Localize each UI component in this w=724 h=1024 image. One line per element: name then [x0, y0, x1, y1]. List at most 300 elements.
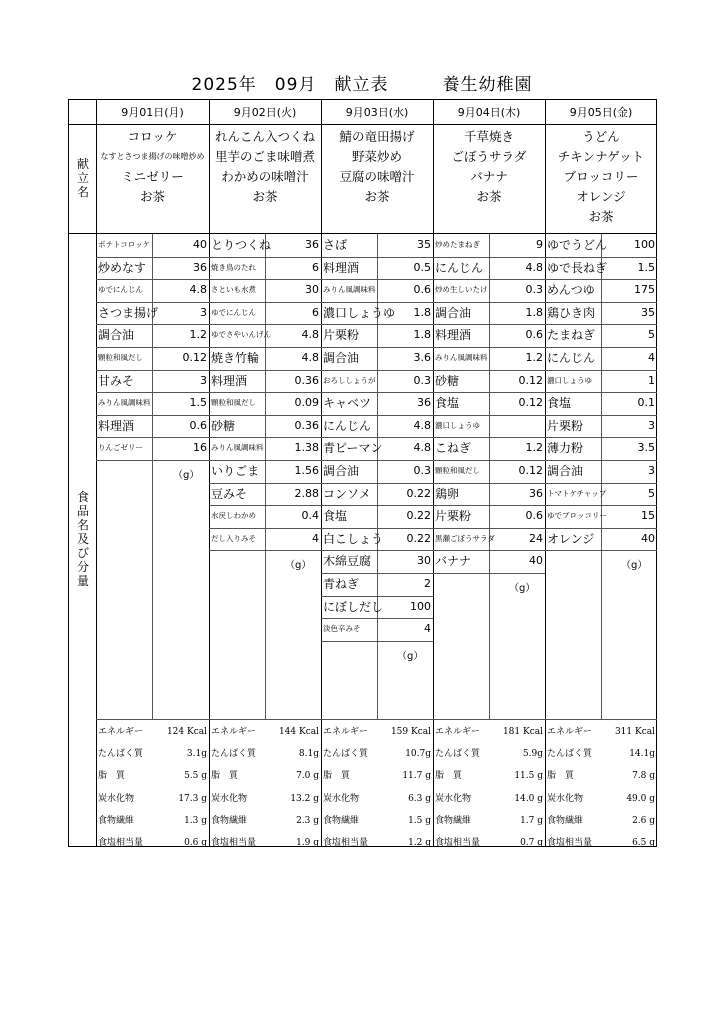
- ingredient-amount: 30: [417, 554, 431, 568]
- ingredient-amount: 0.12: [518, 373, 543, 387]
- nutrient-label: 炭水化物: [435, 793, 472, 804]
- ingredient-name: 食塩: [547, 396, 572, 411]
- nutrient-label: 食物繊維: [98, 815, 135, 826]
- ingredient-row: [545, 324, 657, 346]
- ingredient-name: 片栗粉: [547, 418, 584, 433]
- ingredient-amount: 1.2: [189, 328, 207, 342]
- ingredient-amount: 5: [648, 328, 655, 342]
- ingredient-row: [96, 257, 209, 279]
- ingredient-name: 白こしょう: [323, 531, 384, 546]
- ingredient-amount: 4.8: [189, 283, 207, 297]
- nutrient-label: 食塩相当量: [547, 838, 593, 848]
- ingredient-amount: 175: [634, 283, 655, 297]
- nutrition-divider: [96, 719, 657, 720]
- ingredient-amount: 3: [200, 373, 207, 387]
- ingredient-name: いりごま: [211, 464, 260, 478]
- menu-list: [209, 127, 321, 207]
- nutrient-row: [321, 832, 433, 854]
- nutrient-value: 6.3 g: [408, 793, 431, 804]
- ingredient-amount: 3.6: [413, 351, 431, 364]
- nutrient-value: 159 Kcal: [390, 727, 431, 737]
- ingredient-amount: 0.6: [189, 418, 207, 432]
- menu-list: [545, 127, 657, 227]
- ingredient-name: 鶏卵: [435, 486, 460, 501]
- ingredient-amount: 16: [193, 441, 207, 455]
- nutrient-row: [433, 743, 545, 765]
- ingredient-name: 料理酒: [211, 373, 248, 388]
- ingredient-amount: 1.8: [413, 305, 431, 319]
- ingredient-amount: 1.2: [525, 441, 543, 455]
- ingredient-row: [321, 528, 433, 550]
- ingredient-amount: 0.1: [637, 396, 655, 410]
- ingredient-amount: 4.8: [301, 328, 319, 342]
- ingredient-amount: 0.12: [518, 396, 543, 410]
- page-title: 2025年 09月 献立表 養生幼稚園: [191, 75, 533, 95]
- ingredient-amount: 3: [648, 418, 655, 432]
- ingredient-row: [433, 234, 545, 256]
- ingredient-amount: 40: [193, 238, 207, 251]
- nutrient-value: 14.1g: [629, 749, 655, 760]
- unit-label: （g）: [509, 583, 536, 594]
- unit-label: （g）: [285, 560, 312, 572]
- nutrient-value: 17.3 g: [178, 793, 207, 804]
- nutrient-value: 49.0 g: [626, 793, 655, 804]
- ingredient-row: [321, 302, 433, 324]
- ingredient-name: とりつくね: [211, 238, 272, 252]
- ingredient-name: さば: [323, 238, 348, 252]
- ingredient-name: 甘みそ: [98, 373, 135, 388]
- ingredient-row: [321, 370, 433, 392]
- ingredient-row: [96, 437, 209, 459]
- nutrient-label: たんぱく質: [547, 749, 593, 760]
- date-header: 9月04日(木): [457, 106, 521, 119]
- menu-list: [321, 127, 433, 207]
- ingredient-amount: 4.8: [525, 260, 543, 274]
- nutrient-label: エネルギー: [98, 727, 144, 737]
- ingredient-row: [545, 528, 657, 550]
- ingredient-name: さつま揚げ: [98, 305, 159, 320]
- ingredient-name: ゆでさやいんげん: [211, 330, 271, 340]
- unit-label: （g）: [621, 560, 648, 572]
- nutrient-row: [209, 832, 321, 854]
- ingredient-name: 調合油: [323, 351, 360, 365]
- ingredient-row: [433, 324, 545, 346]
- ingredient-name: キャベツ: [323, 396, 372, 411]
- ingredient-row: [209, 528, 321, 550]
- ingredient-amount: 1.5: [637, 260, 655, 274]
- nutrient-label: 脂 質: [323, 771, 351, 782]
- ingredient-row: [321, 483, 433, 505]
- nutrient-label: 食塩相当量: [211, 838, 257, 848]
- ingredient-row: [433, 302, 545, 324]
- ingredient-row-line: [96, 460, 209, 461]
- ingredient-amount: 0.22: [406, 509, 431, 523]
- ingredient-name: にんじん: [547, 351, 596, 365]
- ingredient-name: 青ピーマン: [323, 441, 383, 456]
- ingredient-name: 炒めなす: [98, 260, 147, 275]
- ingredient-amount: 4: [648, 351, 655, 364]
- ingredient-row: [545, 505, 657, 527]
- nutrient-row: [433, 765, 545, 787]
- ingredient-name: 炒め生しいたけ: [435, 285, 488, 295]
- nutrient-row: [433, 721, 545, 743]
- ingredient-amount: 0.36: [294, 373, 319, 387]
- ingredient-row: [321, 550, 433, 572]
- menu-item: お茶: [476, 189, 502, 204]
- ingredient-row: [433, 279, 545, 301]
- ingredient-amount: 4: [424, 622, 431, 636]
- menu-item: チキンナゲット: [557, 149, 645, 164]
- ingredient-amount: 9: [536, 238, 543, 251]
- ingredient-name: 焼き竹輪: [211, 351, 260, 365]
- ingredient-row: [96, 415, 209, 437]
- nutrient-value: 0.6 g: [184, 838, 207, 848]
- ingredient-row: [433, 550, 545, 572]
- ingredient-row: [96, 370, 209, 392]
- ingredient-name: さといも水煮: [211, 285, 256, 295]
- ingredient-name: 調合油: [323, 464, 360, 478]
- nutrient-value: 13.2 g: [290, 793, 319, 804]
- nutrient-label: エネルギー: [211, 727, 257, 737]
- ingredient-row: [321, 618, 433, 640]
- ingredient-row: [209, 483, 321, 505]
- ingredient-name: ゆでうどん: [547, 238, 608, 252]
- ingredient-name: たまねぎ: [547, 328, 596, 343]
- ingredient-name: 濃口しょうゆ: [547, 375, 592, 385]
- menu-item: お茶: [139, 189, 165, 204]
- date-header: 9月02日(火): [233, 106, 297, 119]
- ingredient-amount: 100: [634, 238, 655, 251]
- ingredient-row: [321, 460, 433, 482]
- nutrient-value: 1.2 g: [408, 838, 431, 848]
- nutrient-label: 食塩相当量: [435, 838, 481, 848]
- menu-item: 千草焼き: [463, 129, 514, 144]
- ingredient-row: [321, 415, 433, 437]
- ingredient-row: [321, 437, 433, 459]
- ingredient-row: [209, 347, 321, 369]
- ingredient-name: ゆでにんじん: [98, 285, 143, 295]
- ingredient-name: 顆粒和風だし: [211, 398, 256, 408]
- ingredient-name: だし入りみそ: [211, 533, 256, 543]
- ingredient-row: [545, 234, 657, 256]
- ingredient-row: [209, 370, 321, 392]
- ingredient-amount: 4.8: [413, 418, 431, 432]
- menu-list: [433, 127, 545, 207]
- ingredient-row: [321, 596, 433, 618]
- ingredient-row: [433, 505, 545, 527]
- ingredient-name: 調合油: [98, 328, 135, 343]
- ingredient-amount: 15: [641, 509, 655, 523]
- ingredient-name: 青ねぎ: [323, 577, 360, 591]
- ingredient-amount: 0.22: [406, 531, 431, 545]
- ingredient-name: みりん風調味料: [323, 285, 376, 295]
- nutrient-value: 2.6 g: [632, 815, 655, 826]
- nutrient-label: 食物繊維: [211, 815, 248, 826]
- nutrient-row: [209, 788, 321, 810]
- ingredient-amount: 1.38: [294, 441, 319, 455]
- ingredient-name: 炒めたまねぎ: [435, 240, 480, 249]
- nutrient-row: [321, 788, 433, 810]
- nutrient-label: たんぱく質: [211, 749, 257, 760]
- nutrient-row: [96, 721, 209, 743]
- ingredient-row: [209, 324, 321, 346]
- nutrient-label: 脂 質: [547, 771, 575, 782]
- ingredient-amount: 0.6: [525, 328, 543, 342]
- nutrient-row: [96, 765, 209, 787]
- menu-item: バナナ: [470, 169, 508, 184]
- ingredient-row: [545, 437, 657, 459]
- ingredient-row: [433, 460, 545, 482]
- date-row-divider: [68, 124, 657, 125]
- nutrient-label: たんぱく質: [98, 749, 144, 760]
- nutrient-label: 脂 質: [435, 771, 463, 782]
- ingredient-row-line: [545, 550, 657, 551]
- ingredient-row-line: [321, 641, 433, 642]
- ingredient-name: 調合油: [547, 464, 584, 478]
- ingredient-name: 濃口しょうゆ: [435, 420, 480, 430]
- ingredient-amount: 1: [648, 373, 655, 387]
- date-header: 9月03日(水): [345, 106, 409, 119]
- nutrient-label: たんぱく質: [323, 749, 369, 760]
- ingredient-row: [433, 415, 545, 437]
- nutrient-label: エネルギー: [323, 727, 369, 737]
- ingredient-name: めんつゆ: [547, 283, 595, 298]
- menu-item: 鯖の竜田揚げ: [339, 129, 415, 144]
- ingredient-amount: 100: [410, 599, 431, 613]
- nutrient-value: 1.9 g: [296, 838, 319, 848]
- ingredient-name: 鶏ひき肉: [547, 305, 596, 320]
- ingredient-row: [433, 370, 545, 392]
- ingredient-row: [209, 257, 321, 279]
- nutrient-value: 311 Kcal: [614, 727, 655, 737]
- menu-item: うどん: [582, 129, 620, 144]
- ingredient-row: [96, 302, 209, 324]
- ingredient-amount: 3: [200, 305, 207, 319]
- ingredient-name: にんじん: [323, 418, 372, 433]
- ingredient-row: [433, 392, 545, 414]
- nutrient-row: [209, 721, 321, 743]
- menu-list: [96, 127, 209, 207]
- ingredient-row: [321, 347, 433, 369]
- ingredient-row: [96, 347, 209, 369]
- ingredient-amount: 30: [305, 283, 319, 297]
- ingredient-row: [433, 437, 545, 459]
- nutrient-label: 炭水化物: [98, 793, 135, 804]
- menu-item: 野菜炒め: [351, 149, 402, 164]
- ingredient-amount: 3: [648, 464, 655, 477]
- ingredient-amount: 6: [312, 305, 319, 319]
- nutrient-label: 炭水化物: [547, 793, 584, 804]
- ingredient-name: りんごゼリー: [98, 443, 143, 453]
- nutrient-label: エネルギー: [547, 727, 593, 737]
- ingredient-name: ゆでにんじん: [211, 307, 256, 317]
- nutrient-value: 1.7 g: [520, 815, 543, 826]
- ingredient-amount: 4.8: [301, 351, 319, 364]
- nutrient-value: 14.0 g: [514, 793, 543, 804]
- ingredient-row: [321, 392, 433, 414]
- ingredient-amount: 24: [529, 531, 543, 545]
- nutrient-row: [96, 810, 209, 832]
- unit-label: （g）: [397, 650, 424, 662]
- ingredient-amount: 36: [305, 238, 319, 251]
- ingredient-name: 濃口しょうゆ: [323, 305, 396, 320]
- ingredient-row: [209, 392, 321, 414]
- menu-item: ミニゼリー: [121, 169, 184, 184]
- ingredient-amount: 0.5: [413, 260, 431, 274]
- nutrient-value: 1.3 g: [184, 815, 207, 826]
- nutrient-row: [321, 743, 433, 765]
- ingredient-row: [321, 279, 433, 301]
- ingredient-name: オレンジ: [547, 531, 595, 546]
- nutrient-row: [545, 810, 657, 832]
- ingredient-name: 木綿豆腐: [323, 554, 372, 569]
- ingredient-name: 黒瀬ごぼうサラダ: [435, 533, 495, 543]
- menu-item: オレンジ: [576, 189, 626, 204]
- ingredient-row: [321, 257, 433, 279]
- nutrient-value: 1.5 g: [408, 815, 431, 826]
- ingredient-amount: 1.8: [525, 305, 543, 319]
- nutrient-value: 7.8 g: [632, 771, 655, 782]
- ingredient-name: こねぎ: [435, 441, 472, 456]
- ingredient-name: 片栗粉: [435, 509, 472, 524]
- ingredient-amount: 0.6: [525, 509, 543, 523]
- ingredient-amount: 0.6: [413, 283, 431, 297]
- menu-item: コロッケ: [127, 129, 178, 144]
- nutrient-row: [96, 788, 209, 810]
- ingredient-amount: 1.56: [294, 464, 319, 477]
- ingredient-name: コンソメ: [323, 486, 371, 501]
- ingredient-amount: 4: [312, 531, 319, 545]
- ingredient-name: ゆでブロッコリー: [547, 511, 607, 521]
- ingredient-amount: 1.8: [413, 328, 431, 342]
- nutrient-label: 食物繊維: [323, 815, 360, 826]
- ingredient-row: [209, 415, 321, 437]
- ingredient-name: 食塩: [435, 396, 460, 411]
- ingredient-amount: 0.36: [294, 418, 319, 432]
- ingredient-name: 水戻しわかめ: [211, 511, 256, 521]
- nutrient-value: 10.7g: [405, 749, 431, 760]
- nutrient-value: 8.1g: [298, 749, 319, 760]
- nutrient-row: [545, 788, 657, 810]
- ingredient-row: [96, 392, 209, 414]
- ingredient-row: [545, 483, 657, 505]
- menu-item: 里芋のごま味噌煮: [214, 149, 315, 164]
- nutrient-row: [433, 810, 545, 832]
- ingredient-amount: 36: [193, 260, 207, 274]
- ingredient-amount: 35: [641, 305, 655, 319]
- nutrient-value: 5.5 g: [184, 771, 207, 782]
- ingredient-name: 顆粒和風だし: [98, 353, 143, 362]
- ingredient-name: 薄力粉: [547, 441, 584, 456]
- ingredient-row: [545, 347, 657, 369]
- nutrient-label: 炭水化物: [323, 793, 360, 804]
- ingredient-name: みりん風調味料: [98, 398, 151, 408]
- menu-item: お茶: [252, 189, 278, 204]
- ingredient-row: [209, 234, 321, 256]
- nutrient-row: [209, 765, 321, 787]
- nutrient-label: 食塩相当量: [98, 838, 144, 848]
- menu-item: ごぼうサラダ: [451, 149, 527, 164]
- ingredient-row: [321, 234, 433, 256]
- ingredient-row: [433, 257, 545, 279]
- nutrient-label: エネルギー: [435, 727, 481, 737]
- ingredient-amount: 0.3: [525, 283, 543, 297]
- ingredient-name: 焼き鳥のたれ: [211, 262, 256, 272]
- ingredient-row: [209, 302, 321, 324]
- nutrient-label: 脂 質: [211, 771, 239, 782]
- ingredient-amount: 36: [529, 486, 543, 500]
- menu-item: お茶: [364, 189, 390, 204]
- menu-item: 豆腐の味噌汁: [339, 169, 415, 184]
- ingredient-row: [96, 324, 209, 346]
- nutrient-value: 0.7 g: [520, 838, 543, 848]
- nutrient-value: 2.3 g: [296, 815, 319, 826]
- nutrient-row: [433, 788, 545, 810]
- nutrient-value: 144 Kcal: [278, 727, 319, 737]
- nutrient-label: 炭水化物: [211, 793, 248, 804]
- ingredient-amount: 0.3: [413, 464, 431, 477]
- row-label-menu: 献立名: [76, 157, 89, 199]
- ingredient-amount: 35: [417, 238, 431, 251]
- ingredient-amount: 0.12: [182, 351, 207, 364]
- ingredient-row-line: [209, 550, 321, 551]
- ingredient-name: ゆで長ねぎ: [547, 260, 608, 275]
- ingredient-name: 豆みそ: [211, 486, 248, 501]
- ingredient-name: にぼしだし: [323, 599, 384, 614]
- ingredient-name: 調合油: [435, 305, 472, 320]
- ingredient-row: [545, 279, 657, 301]
- nutrient-value: 11.7 g: [402, 771, 431, 782]
- ingredient-name: ポテトコロッケ: [98, 240, 151, 249]
- ingredient-name: にんじん: [435, 260, 484, 275]
- nutrient-value: 7.0 g: [296, 771, 319, 782]
- nutrient-row: [321, 765, 433, 787]
- ingredient-name: 淡色辛みそ: [323, 624, 361, 634]
- nutrient-value: 11.5 g: [514, 771, 543, 782]
- ingredient-name: 砂糖: [435, 373, 460, 388]
- ingredient-row: [209, 437, 321, 459]
- ingredient-row: [321, 324, 433, 346]
- ingredient-amount: 1.5: [189, 396, 207, 410]
- nutrient-label: たんぱく質: [435, 749, 481, 760]
- ingredient-row: [209, 460, 321, 482]
- ingredient-row: [433, 528, 545, 550]
- nutrient-value: 124 Kcal: [166, 727, 207, 737]
- ingredient-row: [545, 460, 657, 482]
- date-header: 9月01日(月): [121, 106, 184, 119]
- ingredient-row: [96, 279, 209, 301]
- ingredient-row: [545, 257, 657, 279]
- ingredient-row: [321, 573, 433, 595]
- ingredient-amount: 3.5: [637, 441, 655, 455]
- nutrient-label: 脂 質: [98, 771, 126, 782]
- nutrient-value: 6.5 g: [632, 838, 655, 848]
- ingredient-amount: 6: [312, 260, 319, 274]
- ingredient-amount: 2.88: [294, 486, 319, 500]
- ingredient-row: [433, 347, 545, 369]
- nutrient-label: 食物繊維: [547, 815, 584, 826]
- ingredient-name: 料理酒: [435, 328, 472, 343]
- ingredient-name: 料理酒: [98, 418, 135, 433]
- ingredient-amount: 2: [424, 577, 431, 590]
- ingredient-name: 片栗粉: [323, 328, 360, 343]
- ingredient-name: 食塩: [323, 509, 348, 524]
- ingredient-row: [96, 234, 209, 256]
- ingredient-row: [209, 279, 321, 301]
- ingredient-name: バナナ: [435, 554, 472, 569]
- nutrient-row: [209, 743, 321, 765]
- menu-item: ブロッコリー: [563, 169, 639, 184]
